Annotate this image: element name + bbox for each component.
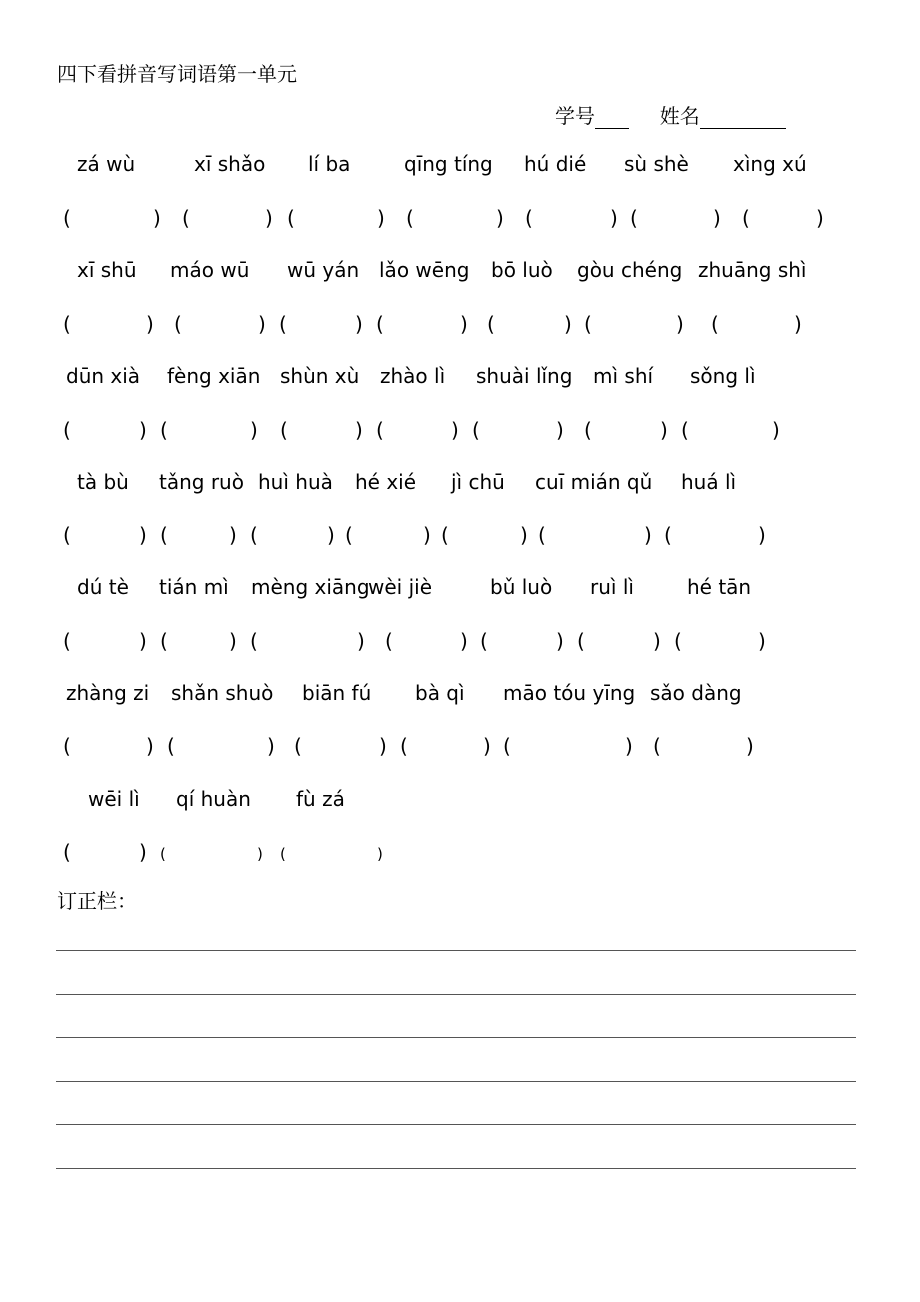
pinyin-word: māo tóu yīng	[503, 681, 636, 705]
answer-slot[interactable]	[640, 206, 711, 230]
answer-bracket-open: (	[487, 312, 495, 336]
answer-slot[interactable]	[170, 418, 248, 442]
answer-bracket-open: (	[345, 523, 353, 547]
pinyin-word: hé tān	[687, 575, 752, 599]
pinyin-word: wèi jiè	[368, 575, 432, 599]
student-no-label: 学号	[555, 104, 595, 128]
worksheet-title: 四下看拼音写词语第一单元	[57, 62, 297, 86]
pinyin-word: sǎo dàng	[650, 681, 742, 705]
correction-label: 订正栏：	[57, 889, 137, 913]
pinyin-word: xī shū	[77, 258, 137, 282]
pinyin-word: lǎo wēng	[379, 258, 470, 282]
pinyin-word: shǎn shuò	[171, 681, 274, 705]
answer-bracket-open: (	[63, 418, 71, 442]
answer-bracket-close: )	[816, 206, 824, 230]
answer-bracket-open: (	[503, 734, 511, 758]
answer-slot[interactable]	[73, 206, 151, 230]
pinyin-word: hé xié	[355, 470, 417, 494]
answer-bracket-close: )	[483, 734, 491, 758]
answer-bracket-close: )	[610, 206, 618, 230]
pinyin-word: dú tè	[77, 575, 129, 599]
answer-bracket-open: (	[577, 629, 585, 653]
pinyin-word: huì huà	[258, 470, 333, 494]
answer-bracket-close: )	[250, 418, 258, 442]
pinyin-word: bǔ luò	[490, 575, 553, 599]
answer-bracket-close: )	[713, 206, 721, 230]
answer-bracket-close: )	[139, 523, 147, 547]
answer-bracket-close: )	[758, 523, 766, 547]
answer-slot[interactable]	[497, 312, 562, 336]
pinyin-word: bō luò	[491, 258, 553, 282]
answer-slot[interactable]	[170, 840, 255, 864]
pinyin-word: huá lì	[681, 470, 737, 494]
correction-line[interactable]	[56, 1037, 856, 1038]
answer-bracket-close: )	[139, 629, 147, 653]
answer-bracket-open: (	[400, 734, 408, 758]
answer-bracket-open: (	[294, 734, 302, 758]
pinyin-word: fù zá	[296, 787, 345, 811]
answer-slot[interactable]	[355, 523, 421, 547]
answer-bracket-open: (	[174, 312, 182, 336]
pinyin-word: qí huàn	[176, 787, 251, 811]
answer-bracket-close: )	[794, 312, 802, 336]
pinyin-word: sǒng lì	[690, 364, 756, 388]
pinyin-word: mì shí	[593, 364, 654, 388]
answer-slot[interactable]	[304, 734, 377, 758]
answer-bracket-open: (	[160, 523, 168, 547]
pinyin-word: shuài lǐng	[476, 364, 573, 388]
name-label: 姓名	[659, 104, 700, 128]
pinyin-word: tián mì	[159, 575, 229, 599]
answer-bracket-close: )	[379, 734, 387, 758]
answer-bracket-close: )	[496, 206, 504, 230]
pinyin-word: máo wū	[170, 258, 250, 282]
answer-bracket-close: )	[265, 206, 273, 230]
answer-slot[interactable]	[386, 418, 449, 442]
pinyin-word: lí ba	[308, 152, 351, 176]
answer-bracket-open: (	[664, 523, 672, 547]
answer-bracket-close: )	[258, 312, 266, 336]
answer-bracket-close: )	[451, 418, 459, 442]
answer-bracket-open: (	[681, 418, 689, 442]
answer-bracket-open: (	[711, 312, 719, 336]
answer-slot[interactable]	[184, 312, 256, 336]
answer-bracket-close: )	[267, 734, 275, 758]
answer-bracket-close: )	[327, 523, 335, 547]
pinyin-word: biān fú	[302, 681, 372, 705]
answer-bracket-close: )	[355, 312, 363, 336]
answer-bracket-open: (	[160, 418, 168, 442]
answer-slot[interactable]	[260, 629, 355, 653]
student-no-blank[interactable]	[595, 106, 629, 129]
answer-slot[interactable]	[587, 629, 651, 653]
answer-bracket-close: )	[257, 845, 263, 863]
answer-bracket-open: (	[385, 629, 393, 653]
answer-bracket-close: )	[229, 629, 237, 653]
answer-bracket-open: (	[584, 312, 592, 336]
answer-slot[interactable]	[73, 734, 144, 758]
answer-slot[interactable]	[170, 629, 227, 653]
answer-slot[interactable]	[170, 523, 227, 547]
pinyin-word: ruì lì	[590, 575, 634, 599]
answer-slot[interactable]	[674, 523, 756, 547]
answer-bracket-open: (	[376, 312, 384, 336]
answer-slot[interactable]	[297, 206, 375, 230]
correction-line[interactable]	[56, 1081, 856, 1082]
answer-bracket-close: )	[357, 629, 365, 653]
answer-bracket-close: )	[758, 629, 766, 653]
answer-bracket-open: (	[63, 206, 71, 230]
pinyin-word: mèng xiāng	[251, 575, 370, 599]
answer-slot[interactable]	[73, 418, 137, 442]
answer-bracket-close: )	[556, 629, 564, 653]
correction-line[interactable]	[56, 994, 856, 995]
answer-bracket-close: )	[644, 523, 652, 547]
answer-slot[interactable]	[594, 418, 658, 442]
pinyin-word: wū yán	[287, 258, 360, 282]
pinyin-word: bà qì	[415, 681, 465, 705]
answer-bracket-close: )	[423, 523, 431, 547]
answer-bracket-open: (	[538, 523, 546, 547]
answer-slot[interactable]	[73, 629, 137, 653]
answer-slot[interactable]	[73, 312, 144, 336]
pinyin-word: zhào lì	[380, 364, 446, 388]
answer-bracket-open: (	[182, 206, 190, 230]
answer-bracket-close: )	[153, 206, 161, 230]
answer-bracket-open: (	[472, 418, 480, 442]
answer-slot[interactable]	[684, 629, 756, 653]
pinyin-word: gòu chéng	[577, 258, 683, 282]
answer-bracket-open: (	[63, 629, 71, 653]
pinyin-word: qīng tíng	[404, 152, 493, 176]
answer-bracket-open: (	[280, 418, 288, 442]
pinyin-word: tà bù	[77, 470, 129, 494]
answer-slot[interactable]	[192, 206, 263, 230]
answer-bracket-open: (	[287, 206, 295, 230]
answer-bracket-close: )	[460, 629, 468, 653]
answer-bracket-open: (	[63, 523, 71, 547]
answer-bracket-close: )	[746, 734, 754, 758]
answer-slot[interactable]	[513, 734, 623, 758]
answer-bracket-close: )	[460, 312, 468, 336]
correction-line[interactable]	[56, 950, 856, 951]
answer-bracket-open: (	[376, 418, 384, 442]
answer-slot[interactable]	[289, 312, 353, 336]
answer-slot[interactable]	[410, 734, 481, 758]
correction-line[interactable]	[56, 1168, 856, 1169]
name-blank[interactable]	[700, 106, 786, 129]
answer-bracket-open: (	[160, 629, 168, 653]
pinyin-word: shùn xù	[280, 364, 360, 388]
answer-bracket-open: (	[250, 629, 258, 653]
answer-slot[interactable]	[490, 629, 554, 653]
answer-bracket-open: (	[653, 734, 661, 758]
answer-bracket-close: )	[564, 312, 572, 336]
pinyin-word: xī shǎo	[194, 152, 266, 176]
answer-bracket-close: )	[520, 523, 528, 547]
correction-line[interactable]	[56, 1124, 856, 1125]
answer-bracket-open: (	[584, 418, 592, 442]
answer-bracket-close: )	[146, 312, 154, 336]
answer-bracket-close: )	[139, 418, 147, 442]
answer-bracket-close: )	[146, 734, 154, 758]
answer-slot[interactable]	[482, 418, 554, 442]
answer-bracket-open: (	[630, 206, 638, 230]
answer-slot[interactable]	[260, 523, 325, 547]
pinyin-word: hú dié	[524, 152, 587, 176]
answer-slot[interactable]	[691, 418, 770, 442]
answer-bracket-close: )	[625, 734, 633, 758]
pinyin-word: zhàng zi	[66, 681, 150, 705]
pinyin-word: zá wù	[77, 152, 136, 176]
pinyin-word: xìng xú	[733, 152, 807, 176]
answer-bracket-close: )	[229, 523, 237, 547]
answer-slot[interactable]	[73, 840, 137, 864]
answer-slot[interactable]	[548, 523, 642, 547]
answer-bracket-open: (	[480, 629, 488, 653]
answer-bracket-close: )	[676, 312, 684, 336]
answer-slot[interactable]	[290, 840, 375, 864]
pinyin-word: jì chū	[451, 470, 505, 494]
answer-bracket-close: )	[653, 629, 661, 653]
answer-bracket-open: (	[525, 206, 533, 230]
answer-slot[interactable]	[451, 523, 518, 547]
answer-bracket-close: )	[377, 206, 385, 230]
pinyin-word: tǎng ruò	[159, 470, 244, 494]
answer-slot[interactable]	[721, 312, 792, 336]
answer-bracket-open: (	[742, 206, 750, 230]
answer-bracket-open: (	[63, 312, 71, 336]
answer-bracket-close: )	[556, 418, 564, 442]
pinyin-word: zhuāng shì	[698, 258, 807, 282]
answer-slot[interactable]	[416, 206, 494, 230]
answer-bracket-close: )	[660, 418, 668, 442]
pinyin-word: dūn xià	[66, 364, 141, 388]
answer-slot[interactable]	[73, 523, 137, 547]
answer-slot[interactable]	[535, 206, 608, 230]
answer-slot[interactable]	[663, 734, 744, 758]
answer-bracket-open: (	[280, 845, 286, 863]
answer-slot[interactable]	[177, 734, 265, 758]
answer-bracket-open: (	[167, 734, 175, 758]
pinyin-word: cuī mián qǔ	[535, 470, 653, 494]
pinyin-word: wēi lì	[88, 787, 140, 811]
answer-bracket-open: (	[406, 206, 414, 230]
pinyin-word: sù shè	[624, 152, 689, 176]
answer-bracket-open: (	[250, 523, 258, 547]
answer-slot[interactable]	[386, 312, 458, 336]
answer-bracket-close: )	[355, 418, 363, 442]
answer-slot[interactable]	[290, 418, 353, 442]
answer-slot[interactable]	[395, 629, 458, 653]
answer-bracket-close: )	[772, 418, 780, 442]
answer-slot[interactable]	[594, 312, 674, 336]
answer-bracket-open: (	[279, 312, 287, 336]
answer-bracket-open: (	[63, 840, 71, 864]
answer-bracket-open: (	[160, 845, 166, 863]
answer-bracket-close: )	[139, 840, 147, 864]
answer-slot[interactable]	[752, 206, 814, 230]
answer-bracket-open: (	[441, 523, 449, 547]
answer-bracket-close: )	[377, 845, 383, 863]
student-id-line	[555, 100, 786, 129]
answer-bracket-open: (	[63, 734, 71, 758]
pinyin-word: fèng xiān	[167, 364, 261, 388]
answer-bracket-open: (	[674, 629, 682, 653]
